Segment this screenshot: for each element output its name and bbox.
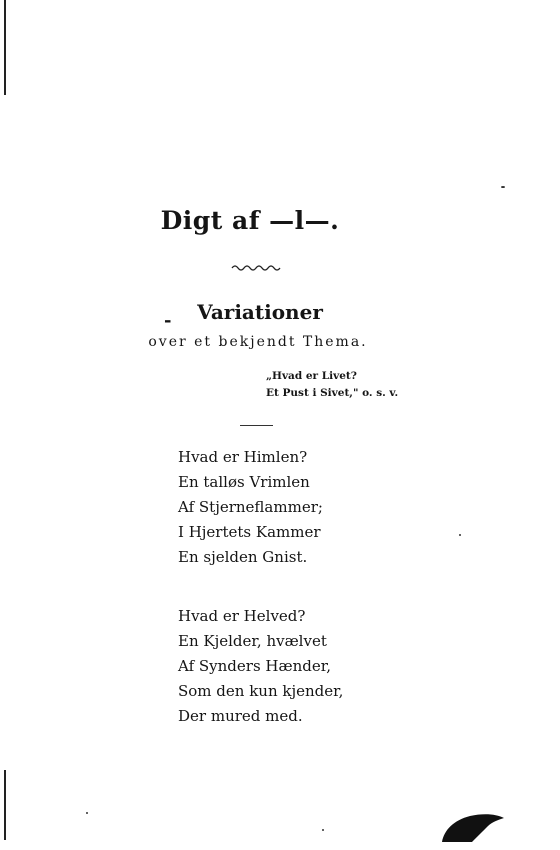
verse-line: En talløs Vrimlen	[178, 473, 310, 491]
verse-line: Hvad er Helved?	[178, 607, 306, 625]
paper-speck	[459, 534, 461, 536]
epigraph	[266, 368, 398, 402]
page-edge-bottom	[4, 770, 6, 840]
stanza	[178, 604, 343, 729]
verse-line: En sjelden Gnist.	[178, 548, 308, 566]
poem-heading: Variationer	[197, 300, 323, 324]
paper-speck	[86, 812, 88, 814]
verse-line: Der mured med.	[178, 707, 303, 725]
poem-collection-title: Digt af —l—.	[160, 206, 340, 235]
verse-line: I Hjertets Kammer	[178, 523, 321, 541]
paper-speck	[501, 186, 505, 188]
section-mark: -	[164, 310, 172, 331]
epigraph-line: Et Pust i Sivet," o. s. v.	[266, 387, 399, 399]
verse-line: En Kjelder, hvælvet	[178, 632, 327, 650]
verse-line: Af Stjerneflammer;	[178, 498, 323, 516]
wavy-ornament	[231, 262, 281, 272]
ink-blot	[438, 808, 508, 844]
poem-subheading: over et bekjendt Thema.	[148, 334, 368, 350]
page-edge-top	[4, 0, 6, 95]
divider-rule	[240, 425, 273, 426]
stanza	[178, 445, 323, 570]
verse-line: Hvad er Himlen?	[178, 448, 308, 466]
verse-line: Af Synders Hænder,	[178, 657, 332, 675]
verse-line: Som den kun kjender,	[178, 682, 344, 700]
paper-speck	[322, 829, 324, 831]
epigraph-line: „Hvad er Livet?	[266, 370, 357, 382]
